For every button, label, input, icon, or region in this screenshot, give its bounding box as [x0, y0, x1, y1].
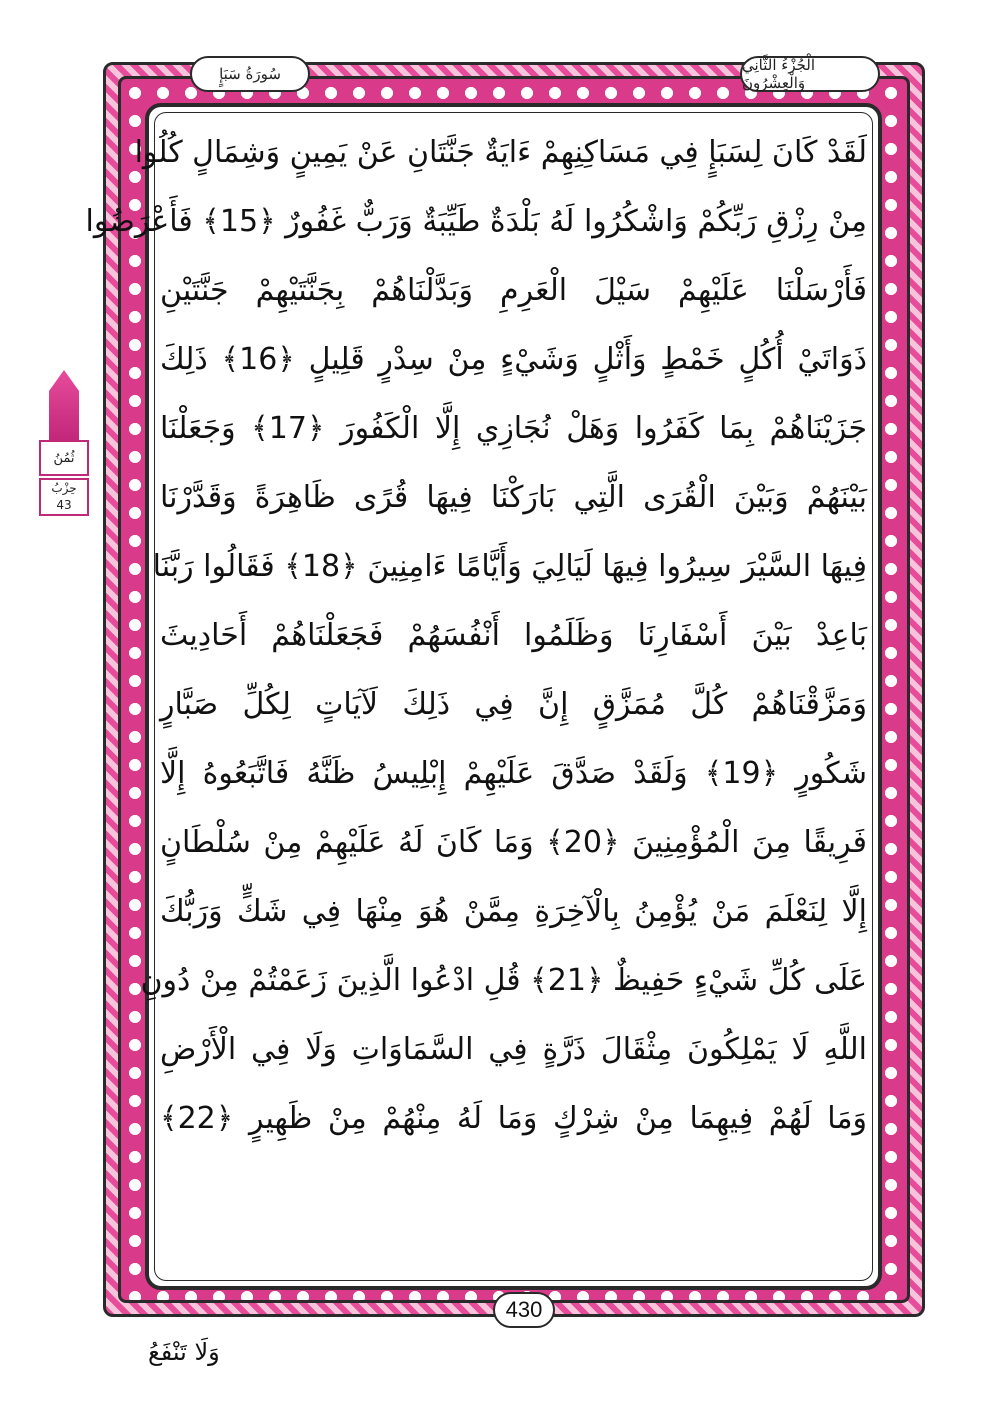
juz-name-label: الْجُزْءُ الثَّانِي وَالْعِشْرُونَ — [740, 56, 880, 92]
verse-line: لَقَدْ كَانَ لِسَبَإٍ فِي مَسَاكِنِهِمْ ءَايَةٌ جَنَّتَانِ عَنْ يَمِينٍ وَشِمَالٍ كُلُوا — [134, 135, 867, 170]
verse-line: شَكُورٍ ﴿19﴾ وَلَقَدْ صَدَّقَ عَلَيْهِمْ إِبْلِيسُ ظَنَّهُ فَاتَّبَعُوهُ إِلَّا — [160, 756, 867, 791]
verse-line: وَمَا لَهُمْ فِيهِمَا مِنْ شِرْكٍ وَمَا لَهُ مِنْهُمْ مِنْ ظَهِيرٍ ﴿22﴾ — [160, 1101, 867, 1136]
verse-line: عَلَى كُلِّ شَيْءٍ حَفِيظٌ ﴿21﴾ قُلِ ادْعُوا الَّذِينَ زَعَمْتُمْ مِنْ دُونِ — [140, 963, 867, 998]
verse-line: جَزَيْنَاهُمْ بِمَا كَفَرُوا وَهَلْ نُجَازِي إِلَّا الْكَفُورَ ﴿17﴾ وَجَعَلْنَا — [160, 411, 867, 446]
verse-line: وَمَزَّقْنَاهُمْ كُلَّ مُمَزَّقٍ إِنَّ فِي ذَلِكَ لَآيَاتٍ لِكُلِّ صَبَّارٍ — [160, 687, 867, 722]
verse-line: بَاعِدْ بَيْنَ أَسْفَارِنَا وَظَلَمُوا أَنْفُسَهُمْ فَجَعَلْنَاهُمْ أَحَادِيثَ — [160, 618, 867, 653]
hizb-number-box — [39, 478, 89, 516]
verse-line: فَأَرْسَلْنَا عَلَيْهِمْ سَيْلَ الْعَرِمِ وَبَدَّلْنَاهُمْ بِجَنَّتَيْهِمْ جَنَّتَيْنِ — [160, 273, 867, 308]
catchword: وَلَا تَنْفَعُ — [148, 1338, 220, 1366]
verse-line: اللَّهِ لَا يَمْلِكُونَ مِثْقَالَ ذَرَّةٍ فِي السَّمَاوَاتِ وَلَا فِي الْأَرْضِ — [160, 1032, 867, 1067]
hizb-ornament-icon — [49, 370, 79, 440]
verse-line: مِنْ رِزْقِ رَبِّكُمْ وَاشْكُرُوا لَهُ بَلْدَةٌ طَيِّبَةٌ وَرَبٌّ غَفُورٌ ﴿15﴾ فَأَعْرَضُوا — [85, 204, 867, 239]
verse-line: بَيْنَهُمْ وَبَيْنَ الْقُرَى الَّتِي بَارَكْنَا فِيهَا قُرًى ظَاهِرَةً وَقَدَّرْنَا — [160, 480, 867, 515]
hizb-marker — [35, 370, 93, 515]
hizb-label: حِزْبُ — [51, 481, 77, 495]
page-number: 430 — [493, 1292, 555, 1328]
verse-line: إِلَّا لِنَعْلَمَ مَنْ يُؤْمِنُ بِالْآخِرَةِ مِمَّنْ هُوَ مِنْهَا فِي شَكٍّ وَرَبُّكَ — [160, 894, 867, 929]
surah-name-label: سُورَةُ سَبَإٍ — [190, 56, 310, 92]
hizb-number: 43 — [56, 498, 72, 512]
hizb-quarter-label: ثُمُنُ — [39, 440, 89, 476]
verse-line: فِيهَا السَّيْرَ سِيرُوا فِيهَا لَيَالِيَ وَأَيَّامًا ءَامِنِينَ ﴿18﴾ فَقَالُوا رَبَّنَا — [152, 549, 867, 584]
verse-line: فَرِيقًا مِنَ الْمُؤْمِنِينَ ﴿20﴾ وَمَا كَانَ لَهُ عَلَيْهِمْ مِنْ سُلْطَانٍ — [160, 825, 868, 860]
verse-lines — [85, 118, 868, 1153]
verse-line: ذَوَاتَيْ أُكُلٍ خَمْطٍ وَأَثْلٍ وَشَيْءٍ مِنْ سِدْرٍ قَلِيلٍ ﴿16﴾ ذَلِكَ — [160, 342, 867, 377]
